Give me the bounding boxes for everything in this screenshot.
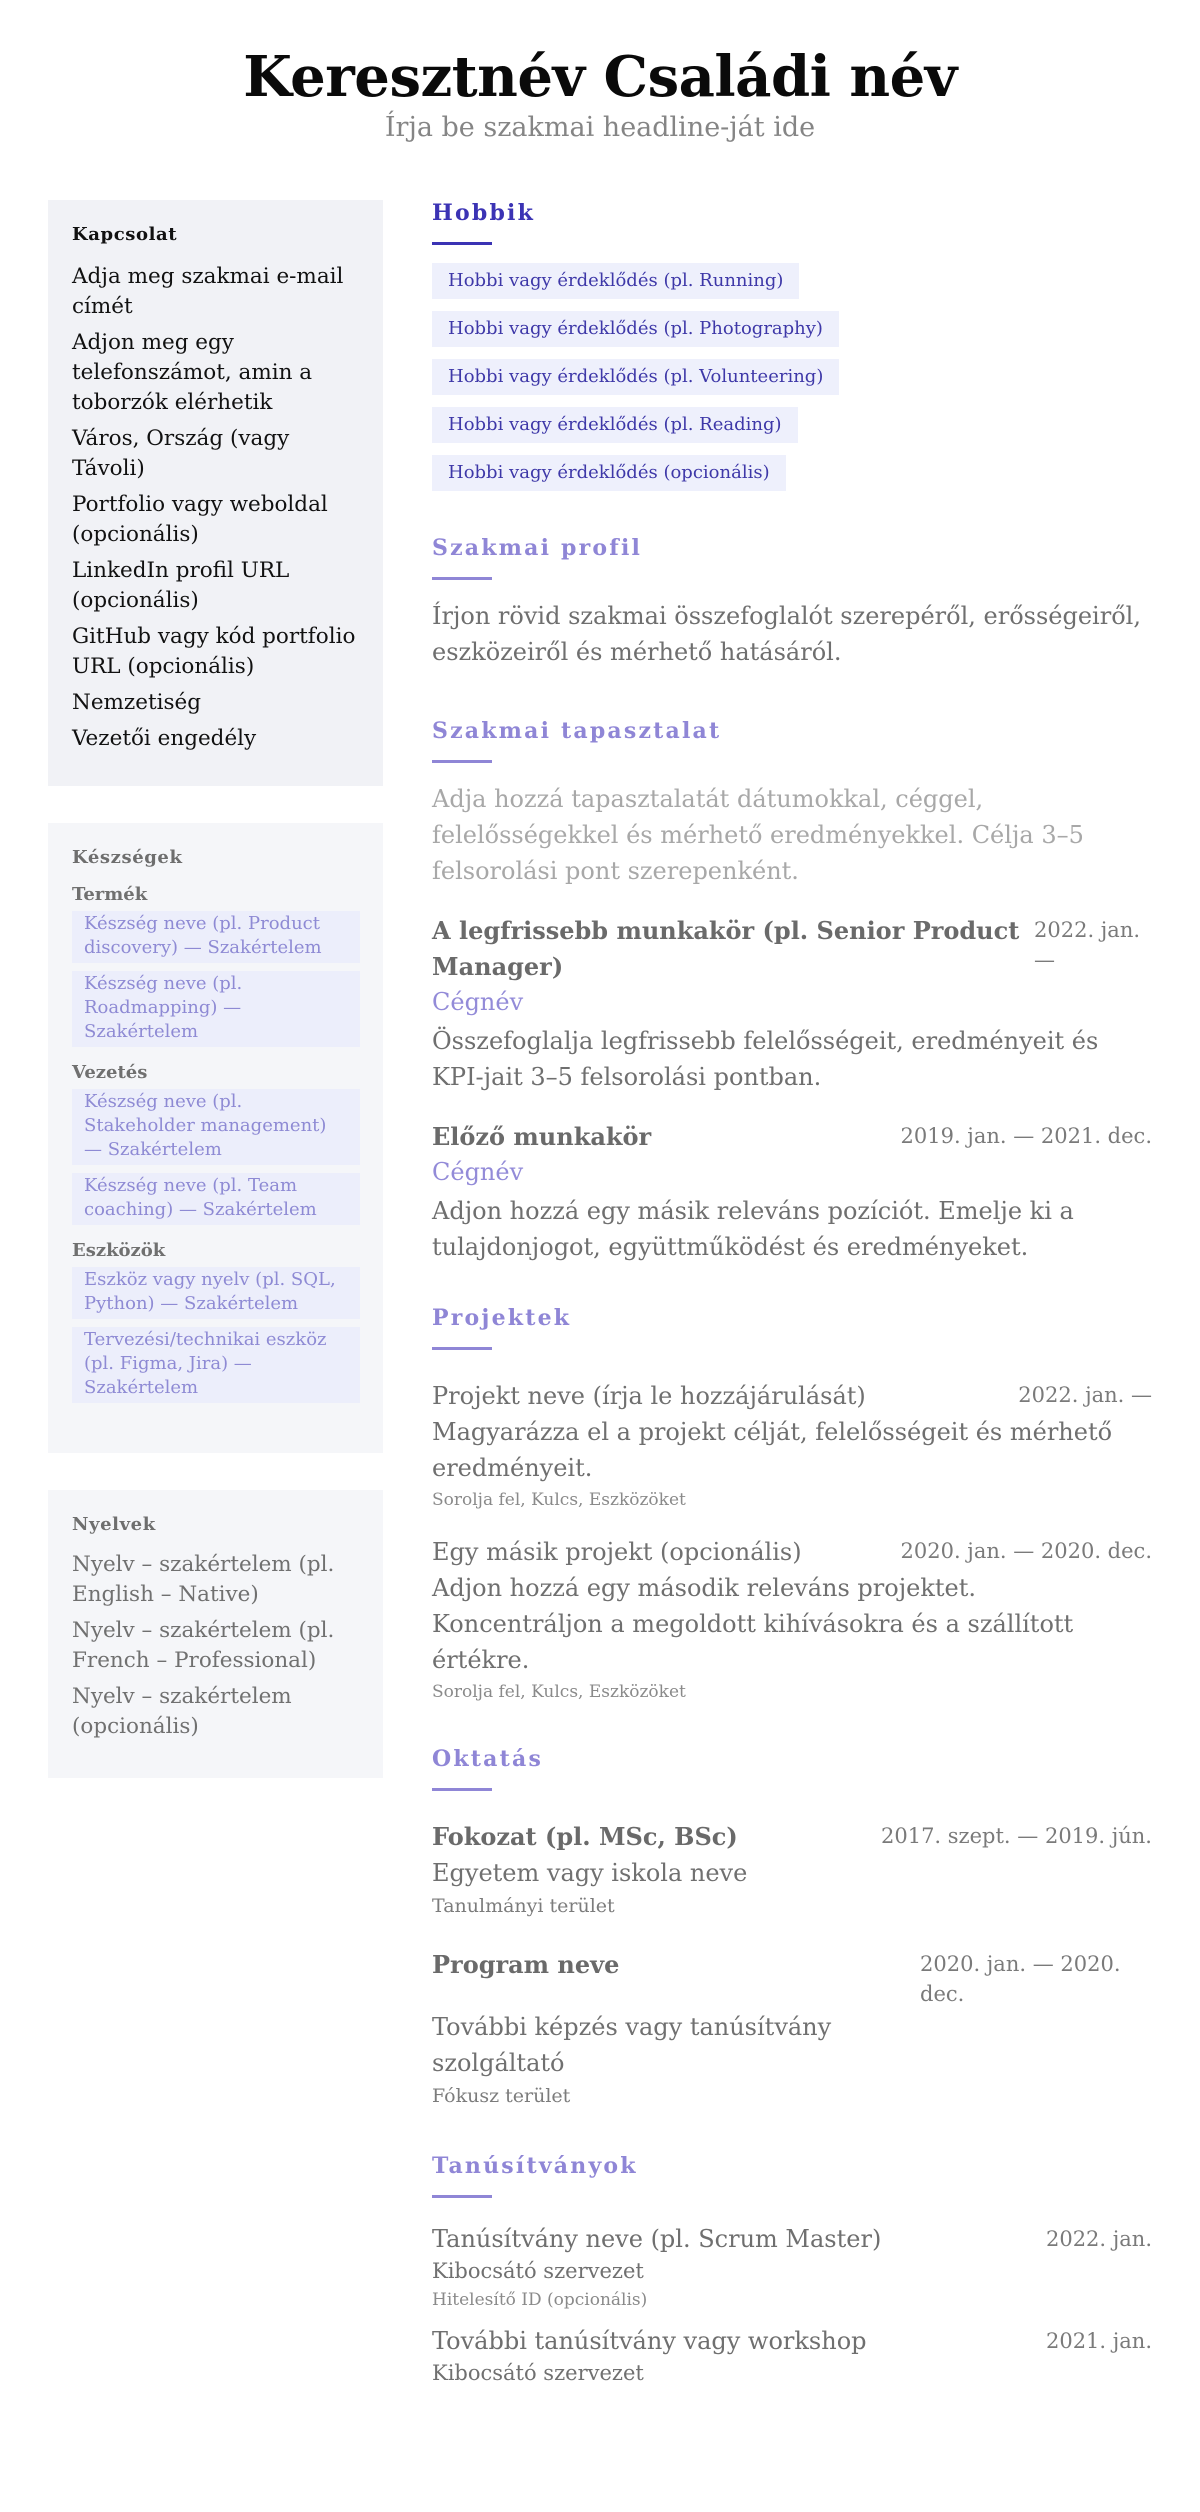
job-date: 2019. jan. — 2021. dec. — [900, 1124, 1152, 1148]
section-underline — [432, 1788, 492, 1791]
certifications-section — [432, 2153, 1152, 2388]
profile-section — [432, 535, 1152, 670]
certification-title: További tanúsítvány vagy workshop — [432, 2327, 867, 2355]
skills-box — [48, 823, 383, 1453]
contact-box — [48, 200, 383, 786]
section-underline — [432, 577, 492, 580]
job-description: Adjon hozzá egy másik releváns pozíciót. Emelje ki a tulajdonjogot, együttműködést és eredményeket. — [432, 1197, 1074, 1261]
job-title: A legfrissebb munkakör (pl. Senior Product Manager) — [432, 916, 1020, 981]
contact-nationality: Nemzetiség — [72, 690, 202, 715]
professional-headline: Írja be szakmai headline-ját ide — [384, 112, 816, 143]
skill-group-label: Termék — [72, 884, 148, 905]
project-date: 2022. jan. — — [1018, 1383, 1152, 1407]
project-title: Egy másik projekt (opcionális) — [432, 1538, 802, 1566]
skill-group-tools — [72, 1239, 359, 1403]
issuer-name: Kibocsátó szervezet — [432, 2361, 644, 2385]
experience-entry — [432, 1119, 1152, 1265]
company-name: Cégnév — [432, 988, 524, 1016]
projects-title: Projektek — [432, 1305, 572, 1331]
skill-chip: Eszköz vagy nyelv (pl. SQL, Python) — Szakértelem — [72, 1267, 360, 1319]
certification-entry — [432, 2222, 1152, 2314]
hobby-chip: Hobbi vagy érdeklődés (pl. Running) — [432, 263, 799, 299]
certification-title: Tanúsítvány neve (pl. Scrum Master) — [432, 2225, 882, 2253]
skills-title: Készségek — [72, 847, 183, 868]
project-date: 2020. jan. — 2020. dec. — [900, 1539, 1152, 1563]
skill-chip: Tervezési/technikai eszköz (pl. Figma, Jira) — Szakértelem — [72, 1327, 360, 1403]
skill-group-product — [72, 883, 359, 1047]
resume-body — [48, 200, 1152, 2428]
language-item: Nyelv – szakértelem (pl. English – Native) — [72, 1552, 335, 1607]
education-date: 2017. szept. — 2019. jún. — [880, 1824, 1152, 1848]
language-item: Nyelv – szakértelem (opcionális) — [72, 1684, 292, 1739]
certification-entry — [432, 2324, 1152, 2388]
section-underline — [432, 2195, 492, 2198]
study-field: Tanulmányi terület — [432, 1895, 615, 1917]
job-title: Előző munkakör — [432, 1122, 652, 1151]
contact-github: GitHub vagy kód portfolio URL (opcionális) — [72, 624, 356, 679]
experience-section — [432, 718, 1152, 1265]
institution-name: További képzés vagy tanúsítvány szolgáltató — [432, 2013, 832, 2077]
issuer-name: Kibocsátó szervezet — [432, 2259, 644, 2283]
project-title: Projekt neve (írja le hozzájárulását) — [432, 1382, 866, 1410]
hobby-chip: Hobbi vagy érdeklődés (opcionális) — [432, 455, 786, 491]
skill-group-label: Eszközök — [72, 1240, 166, 1261]
skill-group-leadership — [72, 1061, 359, 1225]
language-item: Nyelv – szakértelem (pl. French – Professional) — [72, 1618, 335, 1673]
institution-name: Egyetem vagy iskola neve — [432, 1859, 748, 1887]
section-underline — [432, 760, 492, 763]
project-tools: Sorolja fel, Kulcs, Eszközöket — [432, 1490, 686, 1510]
profile-title: Szakmai profil — [432, 535, 643, 561]
experience-intro: Adja hozzá tapasztalatát dátumokkal, céggel, felelősségekkel és mérhető eredményekkel. Célja 3–5 felsorolási pont szerepenként. — [432, 785, 1084, 885]
certification-date: 2021. jan. — [1045, 2329, 1152, 2353]
hobby-chip: Hobbi vagy érdeklődés (pl. Volunteering) — [432, 359, 839, 395]
hobby-chip: Hobbi vagy érdeklődés (pl. Reading) — [432, 407, 798, 443]
resume-header — [0, 0, 1200, 146]
degree-title: Fokozat (pl. MSc, BSc) — [432, 1822, 738, 1851]
contact-linkedin: LinkedIn profil URL (opcionális) — [72, 558, 290, 613]
contact-phone: Adjon meg egy telefonszámot, amin a toborzók elérhetik — [72, 330, 313, 415]
project-description: Adjon hozzá egy második releváns projektet. Koncentráljon a megoldott kihívásokra és a szállított értékre. — [432, 1574, 1074, 1674]
projects-section — [432, 1305, 1152, 1706]
experience-title: Szakmai tapasztalat — [432, 718, 722, 744]
main-content — [432, 200, 1152, 2428]
job-date: 2022. jan. — — [1034, 918, 1141, 972]
credential-id: Hitelesítő ID (opcionális) — [432, 2290, 648, 2310]
skill-chip: Készség neve (pl. Team coaching) — Szakértelem — [72, 1173, 360, 1225]
contact-portfolio: Portfolio vagy weboldal (opcionális) — [72, 492, 328, 547]
skill-chip: Készség neve (pl. Roadmapping) — Szakértelem — [72, 971, 360, 1047]
languages-box — [48, 1490, 383, 1778]
education-entry — [432, 1819, 1152, 1921]
education-title: Oktatás — [432, 1746, 544, 1772]
candidate-name: Keresztnév Családi név — [243, 44, 957, 110]
contact-email: Adja meg szakmai e-mail címét — [72, 264, 344, 319]
skill-chip: Készség neve (pl. Stakeholder management) — Szakértelem — [72, 1089, 360, 1165]
hobbies-title: Hobbik — [432, 200, 536, 226]
education-section — [432, 1746, 1152, 2111]
certifications-title: Tanúsítványok — [432, 2153, 638, 2179]
project-entry — [432, 1534, 1152, 1706]
profile-summary: Írjon rövid szakmai összefoglalót szerepéről, erősségeiről, eszközeiről és mérhető hatásáról. — [432, 602, 1141, 666]
project-entry — [432, 1378, 1152, 1514]
focus-field: Fókusz terület — [432, 2085, 571, 2107]
sidebar — [48, 200, 383, 2428]
contact-drivers-license: Vezetői engedély — [72, 726, 257, 751]
project-tools: Sorolja fel, Kulcs, Eszközöket — [432, 1682, 686, 1702]
program-title: Program neve — [432, 1950, 620, 1979]
experience-entry — [432, 913, 1152, 1095]
contact-location: Város, Ország (vagy Távoli) — [72, 426, 290, 481]
hobbies-section — [432, 200, 1152, 491]
skill-group-label: Vezetés — [72, 1062, 148, 1083]
section-underline — [432, 242, 492, 245]
languages-title: Nyelvek — [72, 1514, 156, 1535]
education-date: 2020. jan. — 2020. dec. — [920, 1952, 1121, 2006]
education-entry — [432, 1947, 1152, 2111]
hobby-chip: Hobbi vagy érdeklődés (pl. Photography) — [432, 311, 839, 347]
job-description: Összefoglalja legfrissebb felelősségeit, eredményeit és KPI-jait 3–5 felsorolási pontban. — [432, 1027, 1099, 1091]
company-name: Cégnév — [432, 1158, 524, 1186]
contact-title: Kapcsolat — [72, 224, 178, 245]
certification-date: 2022. jan. — [1045, 2227, 1152, 2251]
project-description: Magyarázza el a projekt célját, felelősségeit és mérhető eredményeit. — [432, 1418, 1113, 1482]
skill-chip: Készség neve (pl. Product discovery) — Szakértelem — [72, 911, 360, 963]
section-underline — [432, 1347, 492, 1350]
